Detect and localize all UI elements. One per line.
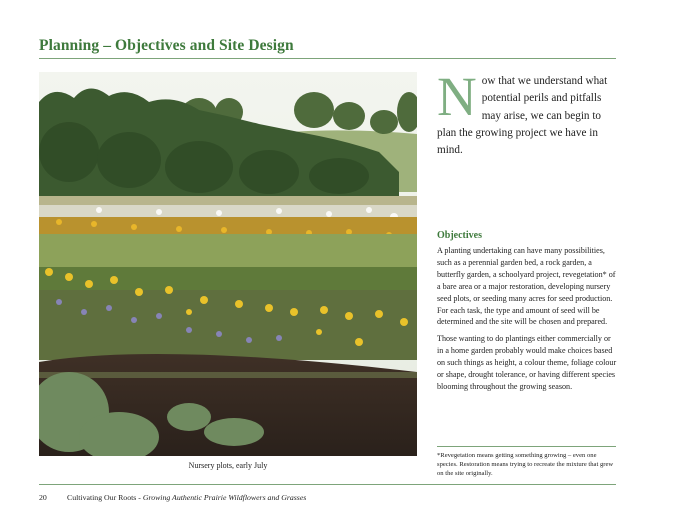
objectives-paragraph: Those wanting to do plantings either commercially or in a home garden probably would make choices based on such things as height, a colour theme, foliage colour or shape, drought tolerance, or having different species blooming throughout the growing season. — [437, 334, 617, 391]
intro-text: ow that we understand what potential perils and pitfalls may arise, we can begin to plan the growing project we have in mind. — [437, 75, 608, 157]
photo-caption: Nursery plots, early July — [188, 461, 268, 470]
nursery-plots-photo — [39, 72, 417, 456]
footnote: *Revegetation means getting something growing – even one species. Restoration means trying to recreate the mixture that grew on the site originally. — [437, 452, 614, 477]
objectives-heading: Objectives — [437, 230, 482, 241]
book-title: Cultivating Our Roots - — [67, 493, 141, 502]
objectives-paragraph: A planting undertaking can have many possibilities, such as a perennial garden bed, a rock garden, a butterfly garden, a schoolyard project, revegetation* of a bare area or a major restoration, developing nursery seed plots, or seeding many acres for seed production. For each task, the type and amount of seed will be determined and the site will be chosen and prepared. — [437, 246, 616, 327]
footer-rule — [39, 484, 616, 485]
intro-paragraph — [437, 66, 617, 159]
drop-cap: N — [437, 66, 477, 127]
objectives-body — [437, 245, 617, 398]
footnote-rule — [437, 446, 616, 447]
header-rule — [39, 58, 616, 59]
page-number: 20 — [39, 493, 47, 502]
book-subtitle: Growing Authentic Prairie Wildflowers and Grasses — [142, 493, 307, 502]
page-footer — [39, 493, 306, 502]
page-title: Planning – Objectives and Site Design — [39, 37, 294, 54]
